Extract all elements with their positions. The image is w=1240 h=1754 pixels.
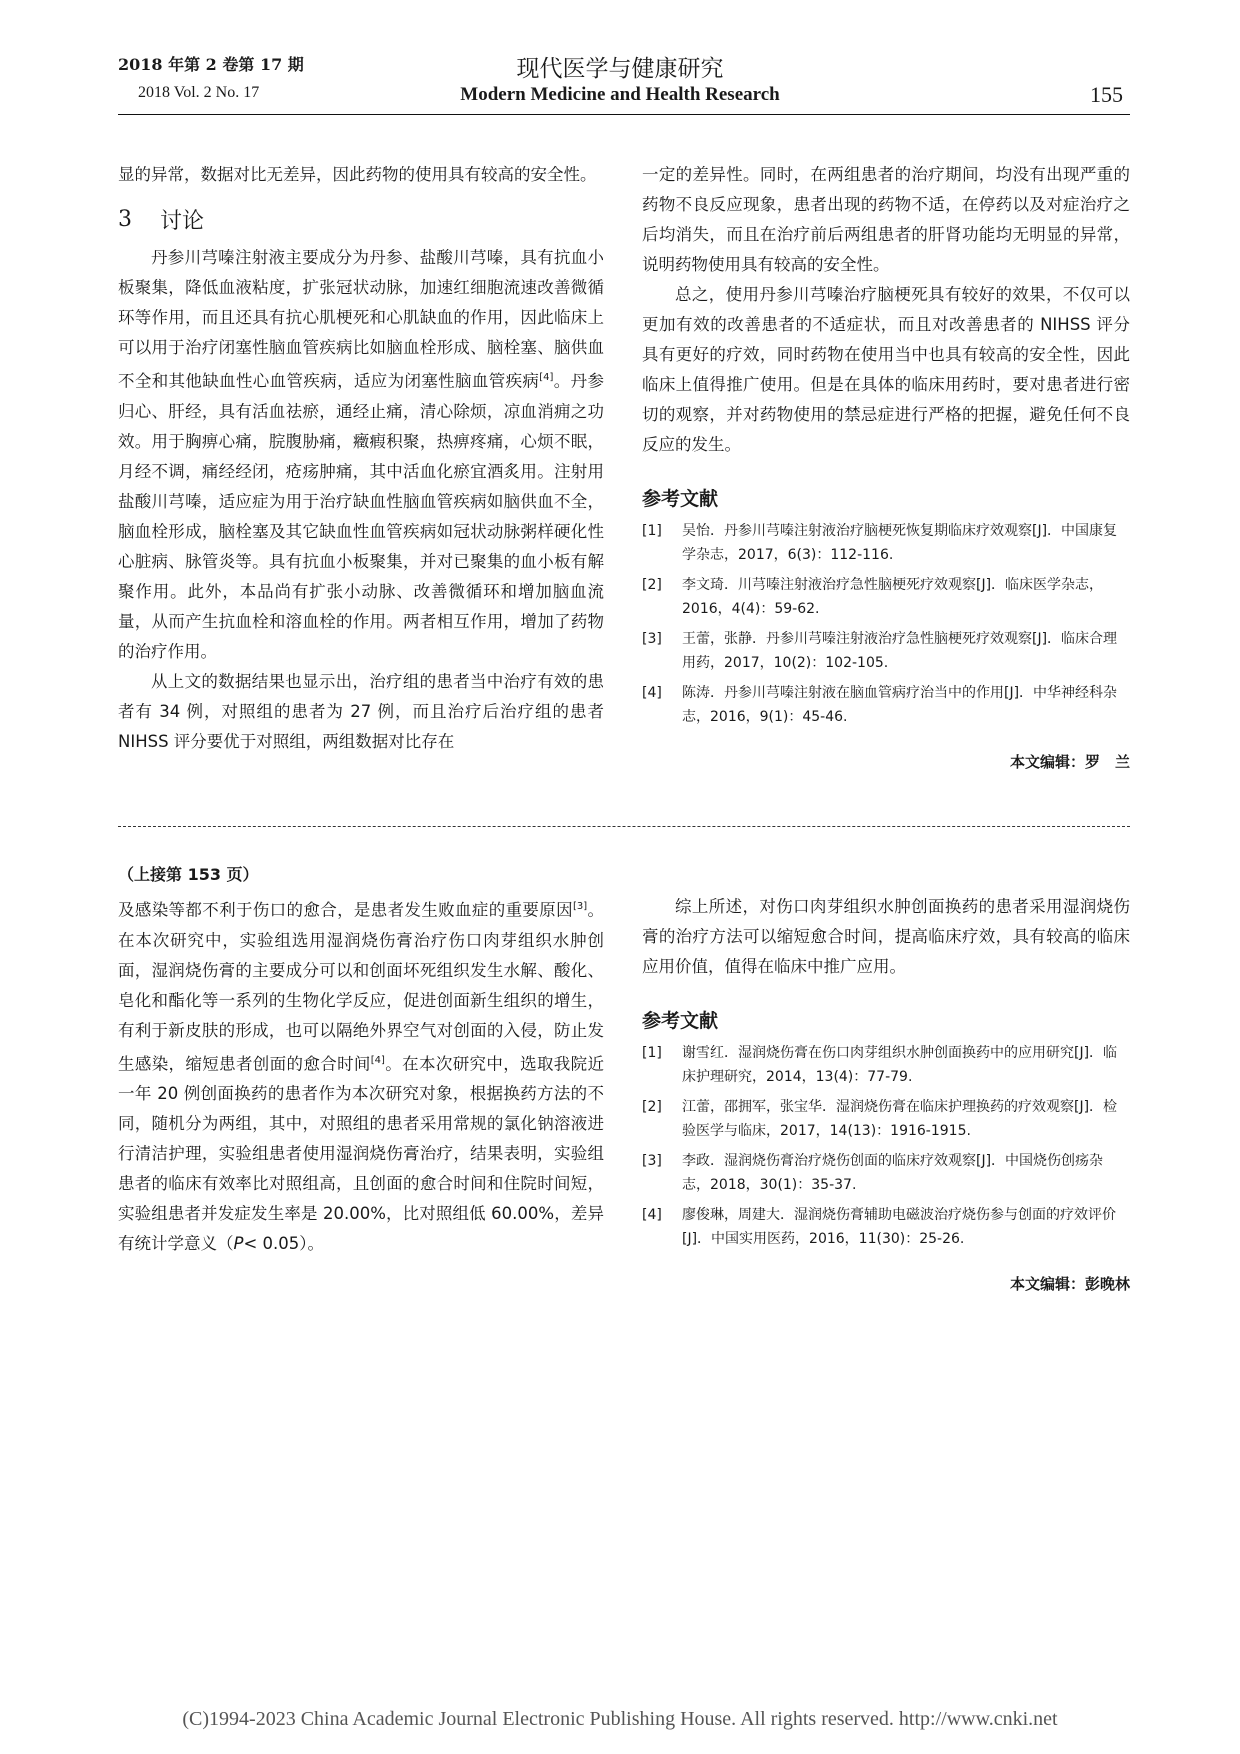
section-heading: [118, 204, 604, 235]
bottom-text-c: 。在本次研究中，选取我院近一年 20 例创面换药的患者作为本次研究对象，根据换药方法的不同，随机分为两组，其中，对照组的患者采用常规的氯化钠溶液进行清洁护理，实验组患者使用湿润烧伤膏治疗，结果表明，实验组患者的临床有效率比对照组高，且创面的愈合时间和住院时间短，实验组患者并发症发生率是 20.00%，比对照组低 60.00%，差异有统计学意义（: [118, 1054, 605, 1253]
bottom-left-column: [118, 892, 604, 1259]
journal-title-en: Modern Medicine and Health Research: [460, 84, 780, 105]
editor-credit: 本文编辑：罗 兰: [1009, 753, 1130, 771]
citation-4-bottom: [4]: [370, 1054, 385, 1066]
references-list-bottom: [642, 1041, 1130, 1251]
citation-4: [4]: [539, 372, 554, 383]
continued-from-note: （上接第 153 页）: [118, 865, 259, 884]
editor-credit-bottom: 本文编辑：彭晚林: [1009, 1275, 1130, 1293]
intro-paragraph: 显的异常，数据对比无差异，因此药物的使用具有较高的安全性。: [118, 165, 597, 184]
p-value-symbol: P: [233, 1234, 244, 1253]
reference-item: [642, 681, 1130, 729]
reference-text: 谢雪红．湿润烧伤膏在伤口肉芽组织水肿创面换药中的应用研究[J]．临床护理研究，2014，13(4)：77-79.: [682, 1045, 1118, 1085]
reference-text: 李文琦．川芎嗪注射液治疗急性脑梗死疗效观察[J]．临床医学杂志，2016，4(4)：59-62.: [682, 577, 1104, 617]
discussion-text-b: 。丹参归心、肝经，具有活血祛瘀，通经止痛，清心除烦，凉血消痈之功效。用于胸痹心痛，脘腹胁痛，癥瘕积聚，热痹疼痛，心烦不眠，月经不调，痛经经闭，疮疡肿痛，其中活血化瘀宜酒炙用。注射用盐酸川芎嗪，适应症为用于治疗缺血性脑血管疾病如脑供血不全，脑血栓形成，脑栓塞及其它缺血性血管疾病如冠状动脉粥样硬化性心脏病、脉管炎等。具有抗血小板聚集，并对已聚集的血小板有解聚作用。此外，本品尚有扩张小动脉、改善微循环和增加脑血流量，从而产生抗血栓和溶血栓的作用。两者相互作用，增加了药物的治疗作用。: [118, 371, 605, 661]
issue-cn: 2018 年第 2 卷第 17 期: [118, 55, 304, 74]
journal-title-cn: 现代医学与健康研究: [516, 56, 724, 82]
reference-number: [3]: [642, 1153, 662, 1169]
reference-item: [642, 627, 1130, 675]
references-heading-bottom: 参考文献: [642, 1010, 719, 1032]
bottom-text-a: 及感染等都不利于伤口的愈合，是患者发生败血症的重要原因: [118, 900, 573, 920]
citation-3: [3]: [572, 901, 588, 912]
page-number: 155: [1090, 82, 1123, 107]
top-left-column: [118, 160, 604, 757]
reference-text: 陈涛．丹参川芎嗪注射液在脑血管病疗治当中的作用[J]．中华神经科杂志，2016，9(1)：45-46.: [682, 685, 1118, 725]
reference-number: [2]: [642, 577, 662, 593]
right-paragraph-2: 总之，使用丹参川芎嗪治疗脑梗死具有较好的效果，不仅可以更加有效的改善患者的不适症状，而且对改善患者的 NIHSS 评分具有更好的疗效，同时药物在使用当中也具有较高的安全性，因此临床上值得推广使用。但是在具体的临床用药时，要对患者进行密切的观察，并对药物使用的禁忌症进行严格的把握，避免任何不良反应的发生。: [642, 285, 1130, 454]
right-paragraph-1: 一定的差异性。同时，在两组患者的治疗期间，均没有出现严重的药物不良反应现象，患者出现的药物不适，在停药以及对症治疗之后均消失，而且在治疗前后两组患者的肝肾功能均无明显的异常，说明药物使用具有较高的安全性。: [642, 165, 1130, 274]
copyright-footer: (C)1994-2023 China Academic Journal Electronic Publishing House. All rights reserved. http://www.cnki.net: [182, 1708, 1058, 1730]
section-divider: [118, 826, 1130, 827]
discussion-paragraph-1: [118, 243, 604, 667]
reference-text: 王蕾，张静．丹参川芎嗪注射液治疗急性脑梗死疗效观察[J]．临床合理用药，2017，10(2)：102-105.: [682, 631, 1118, 671]
references-heading: 参考文献: [642, 488, 719, 510]
section-title: 讨论: [160, 209, 205, 234]
reference-text: 江蕾，邵拥军，张宝华．湿润烧伤膏在临床护理换药的疗效观察[J]．检验医学与临床，2017，14(13)：1916-1915.: [682, 1099, 1118, 1139]
reference-number: [1]: [642, 1045, 662, 1061]
reference-text: 李政．湿润烧伤膏治疗烧伤创面的临床疗效观察[J]．中国烧伤创疡杂志，2018，30(1)：35-37.: [682, 1153, 1104, 1193]
reference-item: [642, 573, 1130, 621]
conclusion-paragraph: 综上所述，对伤口肉芽组织水肿创面换药的患者采用湿润烧伤膏的治疗方法可以缩短愈合时间，提高临床疗效，具有较高的临床应用价值，值得在临床中推广应用。: [642, 897, 1130, 976]
reference-number: [1]: [642, 523, 662, 539]
reference-number: [2]: [642, 1099, 662, 1115]
bottom-text-b: 。在本次研究中，实验组选用湿润烧伤膏治疗伤口肉芽组织水肿创面，湿润烧伤膏的主要成分可以和创面坏死组织发生水解、酸化、皂化和酯化等一系列的生物化学反应，促进创面新生组织的增生，有利于新皮肤的形成，也可以隔绝外界空气对创面的入侵，防止发生感染，缩短患者创面的愈合时间: [118, 900, 605, 1073]
discussion-text-a: 丹参川芎嗪注射液主要成分为丹参、盐酸川芎嗪，具有抗血小板聚集，降低血液粘度，扩张冠状动脉，加速红细胞流速改善微循环等作用，而且还具有抗心肌梗死和心肌缺血的作用，因此临床上可以用于治疗闭塞性脑血管疾病比如脑血栓形成、脑栓塞、脑供血不全和其他缺血性心血管疾病，适应为闭塞性脑血管疾病: [118, 248, 604, 391]
reference-item: [642, 1203, 1130, 1251]
issue-en: 2018 Vol. 2 No. 17: [138, 84, 260, 101]
reference-number: [4]: [642, 1207, 662, 1223]
reference-item: [642, 1095, 1130, 1143]
bottom-right-column: [642, 892, 1130, 1294]
reference-number: [4]: [642, 685, 662, 701]
header-rule: [118, 114, 1130, 115]
bottom-text-d: < 0.05）。: [243, 1234, 325, 1253]
section-number: 3: [118, 207, 132, 232]
reference-item: [642, 1041, 1130, 1089]
references-list: [642, 519, 1130, 729]
bottom-paragraph-1: [118, 892, 604, 1259]
reference-item: [642, 1149, 1130, 1197]
reference-number: [3]: [642, 631, 662, 647]
reference-text: 吴怡．丹参川芎嗪注射液治疗脑梗死恢复期临床疗效观察[J]．中国康复学杂志，2017，6(3)：112-116.: [682, 523, 1118, 563]
discussion-paragraph-2: 从上文的数据结果也显示出，治疗组的患者当中治疗有效的患者有 34 例，对照组的患者为 27 例，而且治疗后治疗组的患者 NIHSS 评分要优于对照组，两组数据对比存在: [118, 671, 604, 751]
reference-text: 廖俊琳，周建大．湿润烧伤膏辅助电磁波治疗烧伤参与创面的疗效评价[J]．中国实用医药，2016，11(30)：25-26.: [682, 1207, 1116, 1247]
reference-item: [642, 519, 1130, 567]
top-right-column: [642, 160, 1130, 772]
